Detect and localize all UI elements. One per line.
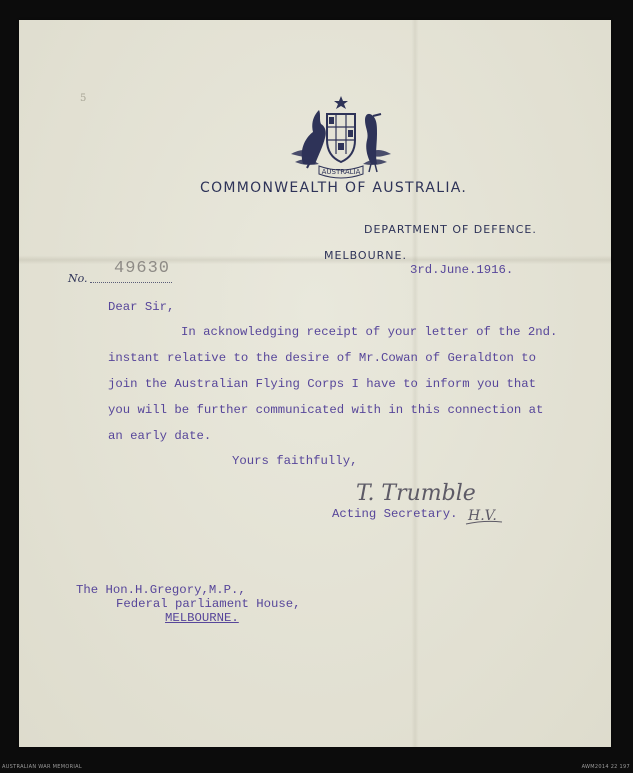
signatory-title: Acting Secretary. (332, 507, 458, 521)
addressee-line-3: MELBOURNE. (165, 611, 239, 625)
footer-archive-name: AUSTRALIAN WAR MEMORIAL (2, 764, 82, 770)
addressee-line-2: Federal parliament House, (116, 597, 301, 611)
coat-of-arms-icon (285, 94, 397, 182)
svg-text:T. Trumble: T. Trumble (356, 481, 476, 506)
crest-motto: AUSTRALIA (321, 168, 361, 176)
body-line-5: an early date. (108, 429, 212, 443)
reference-number-label: No. (68, 272, 88, 285)
handwritten-initials (464, 500, 504, 530)
letter-page (19, 20, 611, 747)
body-line-1: In acknowledging receipt of your letter of the 2nd. (181, 325, 558, 339)
letterhead-city: MELBOURNE. (324, 249, 407, 262)
reference-number-stamp: 49630 (114, 259, 171, 278)
body-line-3: join the Australian Flying Corps I have to inform you that (108, 377, 537, 391)
footer-archive-id: AWM2014 22 197 (581, 764, 630, 770)
letterhead-title: COMMONWEALTH OF AUSTRALIA. (200, 180, 468, 196)
pencil-mark: 5 (80, 93, 87, 104)
reference-number-line (90, 282, 172, 283)
svg-text:H.V.: H.V. (468, 508, 497, 524)
letterhead-department: DEPARTMENT OF DEFENCE. (364, 223, 537, 236)
body-line-2: instant relative to the desire of Mr.Cowan of Geraldton to (108, 351, 537, 365)
letter-date: 3rd.June.1916. (410, 263, 514, 277)
salutation: Dear Sir, (108, 300, 175, 314)
body-line-4: you will be further communicated with in this connection at (108, 403, 544, 417)
closing: Yours faithfully, (232, 454, 358, 468)
addressee-line-1: The Hon.H.Gregory,M.P., (76, 583, 246, 597)
